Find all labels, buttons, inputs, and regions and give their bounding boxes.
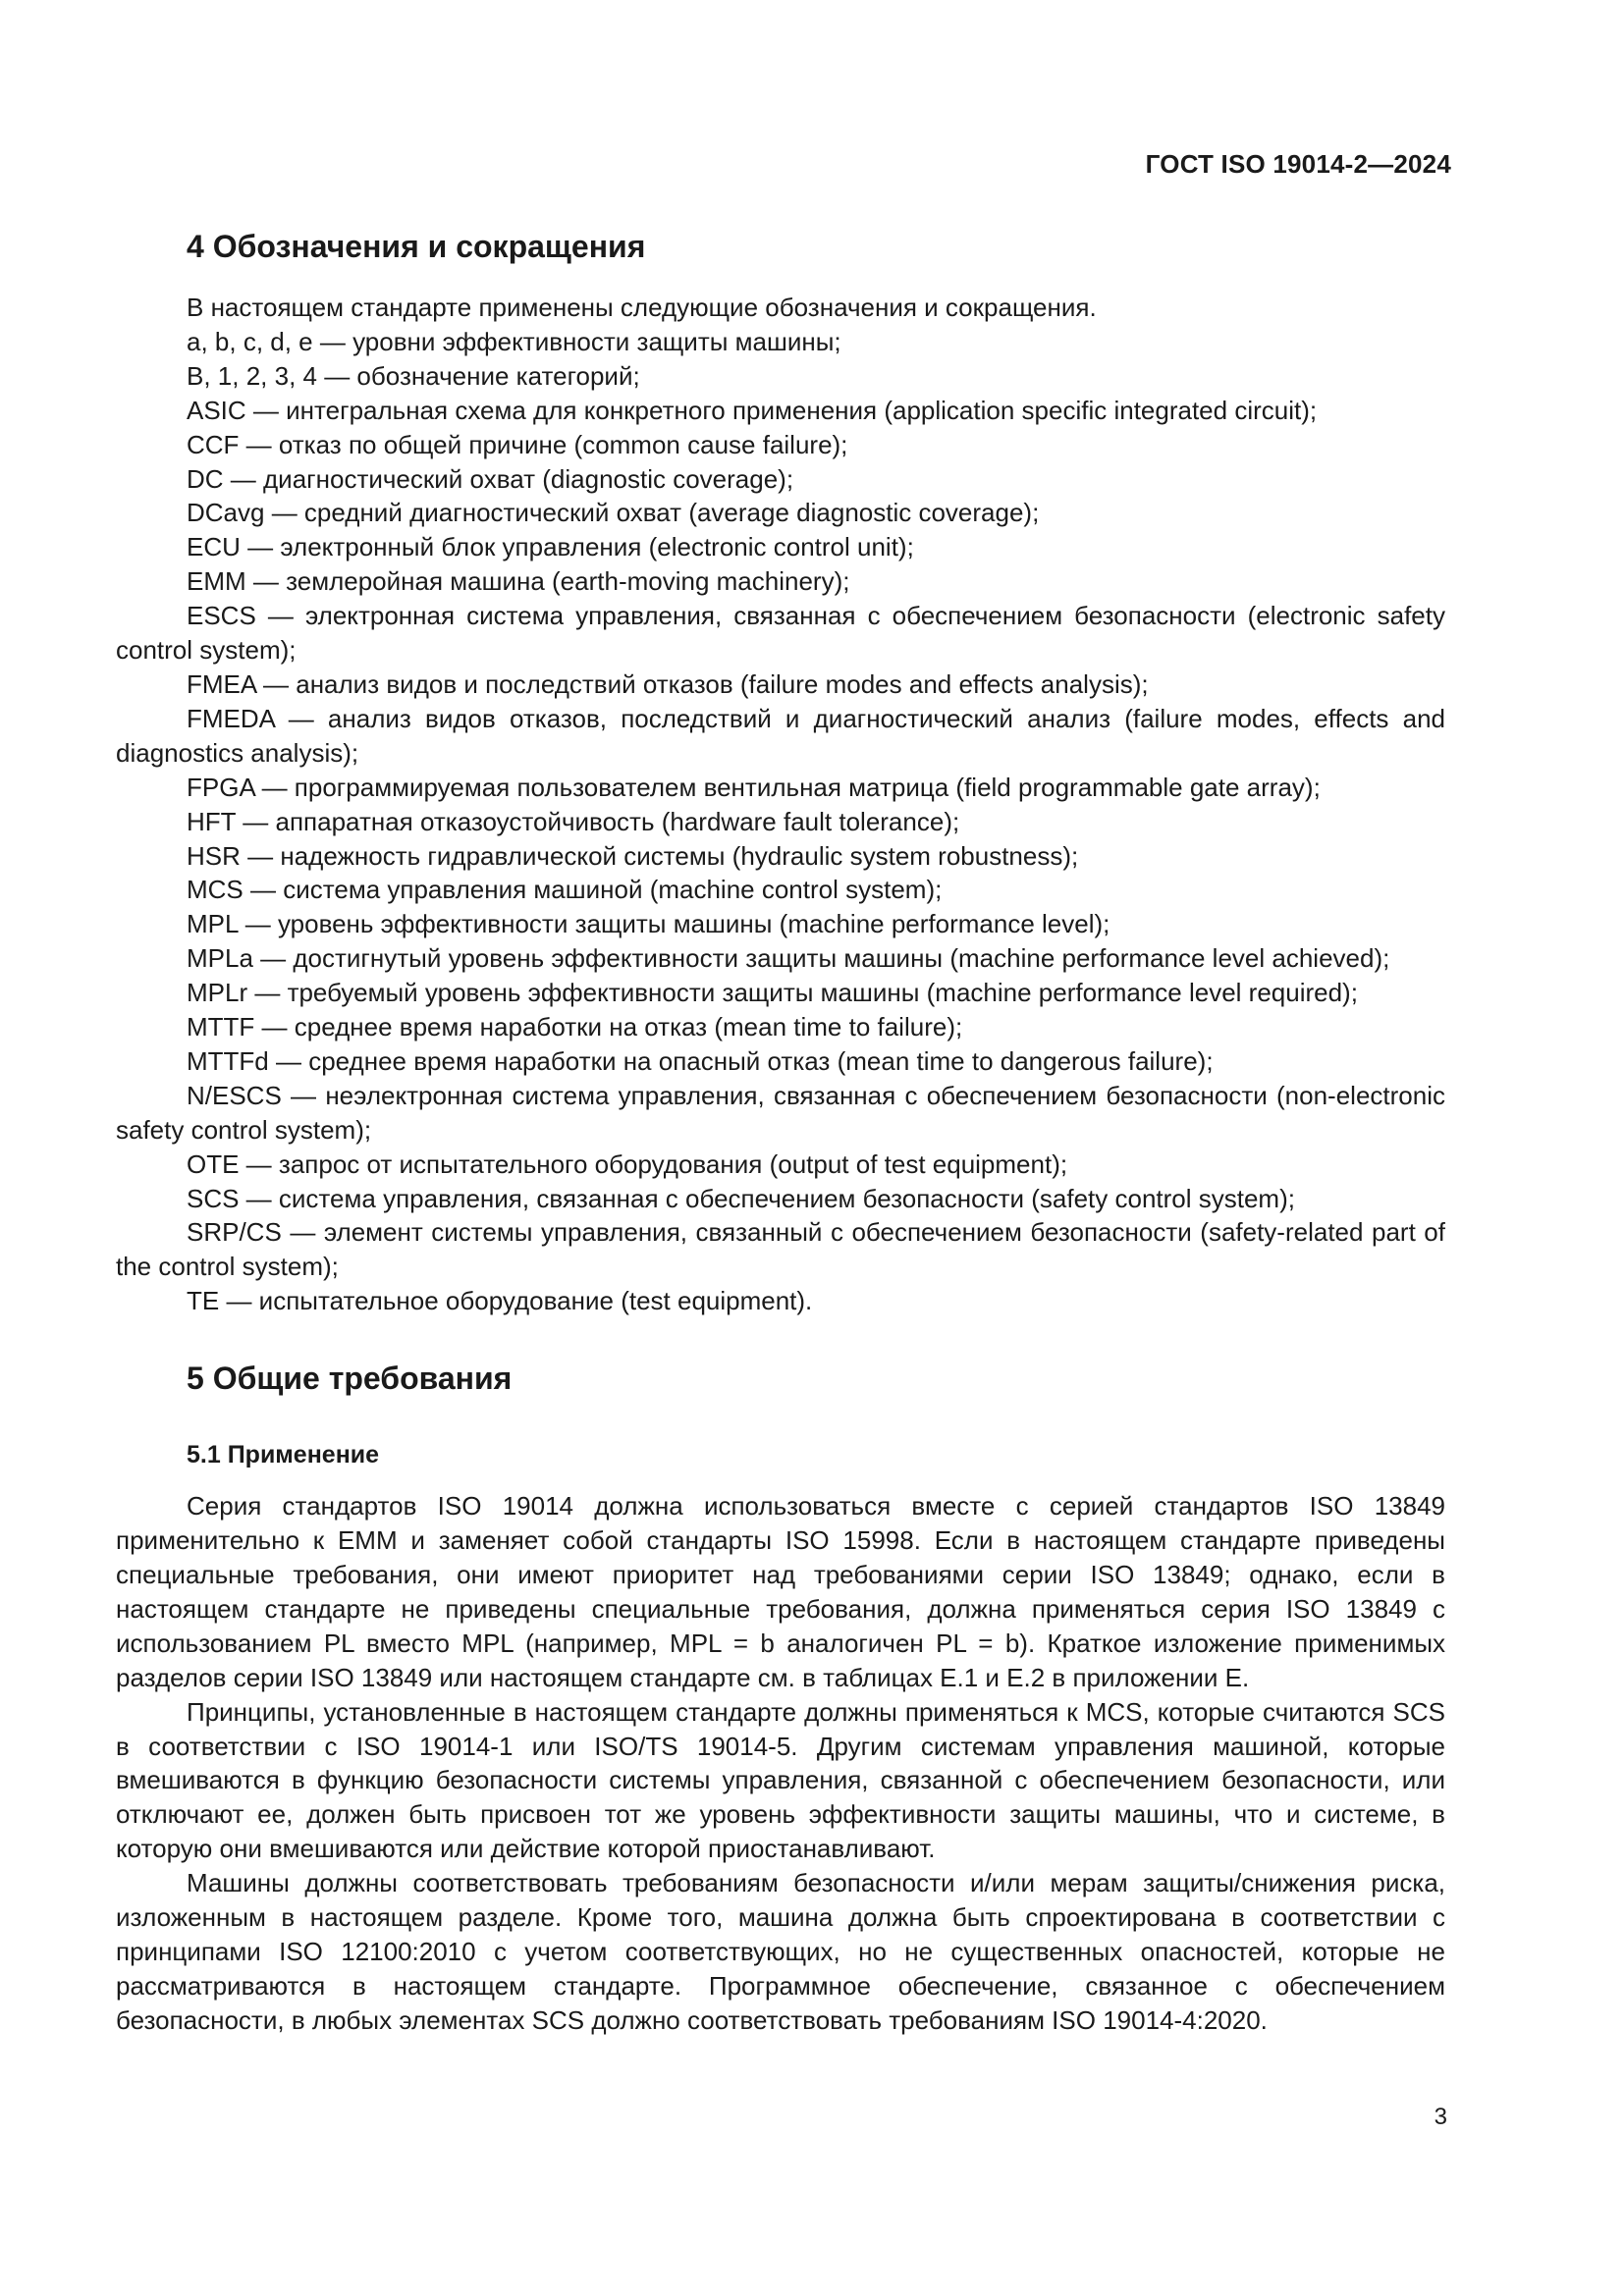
abbreviation-item: DCavg — средний диагностический охват (average diagnostic coverage); [187,498,1040,528]
abbreviation-item: EMM — землеройная машина (earth-moving machinery); [187,566,850,597]
page-number: 3 [1434,2104,1447,2130]
abbreviation-item: SRP/CS — элемент системы управления, связанный с обеспечением безопасности (safety-related part of the control system); [116,1217,1445,1282]
abbreviations-intro: В настоящем стандарте применены следующие обозначения и сокращения. [187,293,1097,322]
abbreviation-item: MPLr — требуемый уровень эффективности защиты машины (machine performance level required); [187,978,1358,1008]
body-paragraph: Машины должны соответствовать требованиям безопасности и/или мерам защиты/снижения риска, изложенным в настоящем разделе. Кроме того, машина должна быть спроектирована в соответствии с принципами ISO 12100:2010 с учетом соответствующих, но не существенных опасностей, которые не рассматриваются в настоящем стандарте. Программное обеспечение, связанное с обеспечением безопасности, в любых элементах SCS должно соответствовать требованиям ISO 19014-4:2020. [116,1868,1445,2035]
document-number-header: ГОСТ ISO 19014-2—2024 [1145,149,1451,179]
abbreviation-item: MPLa — достигнутый уровень эффективности защиты машины (machine performance level achieved); [187,943,1390,974]
abbreviation-item: HFT — аппаратная отказоустойчивость (hardware fault tolerance); [187,806,960,836]
abbreviation-item: B, 1, 2, 3, 4 — обозначение категорий; [187,360,640,391]
section-4-title: 4 Обозначения и сокращения [187,229,646,264]
abbreviation-item: MCS — система управления машиной (machine control system); [187,875,943,905]
abbreviation-item: FMEA — анализ видов и последствий отказов (failure modes and effects analysis); [187,668,1149,699]
abbreviation-item: ESCS — электронная система управления, связанная с обеспечением безопасности (electronic safety control system); [116,601,1445,666]
abbreviation-item: ECU — электронный блок управления (electronic control unit); [187,532,914,562]
abbreviation-item: DC — диагностический охват (diagnostic coverage); [187,463,794,494]
subsection-5-1-title: 5.1 Применение [187,1441,380,1469]
body-paragraph: Принципы, установленные в настоящем стандарте должны применяться к MCS, которые считаются SCS в соответствии с ISO 19014-1 или ISO/TS 19014-5. Другим системам управления машиной, которые вмешиваются в функцию безопасности системы управления, связанной с обеспечением безопасности, или отключают ее, должен быть присвоен тот же уровень эффективности защиты машины, что и системе, в которую они вмешиваются или действие которой приостанавливают. [116,1696,1445,1864]
abbreviation-item: OTE — запрос от испытательного оборудования (output of test equipment); [187,1148,1068,1179]
abbreviation-item: MPL — уровень эффективности защиты машины (machine performance level); [187,909,1110,939]
body-paragraph: Серия стандартов ISO 19014 должна использоваться вместе с серией стандартов ISO 13849 применительно к EMM и заменяет собой стандарты ISO 15998. Если в настоящем стандарте приведены специальные требования, они имеют приоритет над требованиями серии ISO 13849; однако, если в настоящем стандарте не приведены специальные требования, должна применяться серия ISO 13849 с использованием PL вместо MPL (например, MPL = b аналогичен PL = b). Краткое изложение применимых разделов серии ISO 13849 или настоящем стандарте см. в таблицах E.1 и E.2 в приложении E. [116,1491,1445,1692]
abbreviation-item: HSR — надежность гидравлической системы (hydraulic system robustness); [187,840,1079,871]
abbreviation-item: FMEDA — анализ видов отказов, последствий и диагностический анализ (failure modes, effects and diagnostics analysis); [116,703,1445,768]
abbreviation-item: a, b, c, d, e — уровни эффективности защиты машины; [187,326,841,356]
abbreviation-item: MTTFd — среднее время наработки на опасный отказ (mean time to dangerous failure); [187,1045,1214,1076]
abbreviation-item: N/ESCS — неэлектронная система управления, связанная с обеспечением безопасности (non-electronic safety control system); [116,1080,1445,1145]
abbreviation-item: ASIC — интегральная схема для конкретного применения (application specific integrated circuit); [187,395,1318,425]
abbreviation-item: MTTF — среднее время наработки на отказ (mean time to failure); [187,1012,963,1042]
abbreviation-item: SCS — система управления, связанная с обеспечением безопасности (safety control system); [187,1183,1295,1213]
abbreviation-item: FPGA — программируемая пользователем вентильная матрица (field programmable gate array); [187,772,1321,802]
abbreviation-item: CCF — отказ по общей причине (common cause failure); [187,429,848,459]
section-5-title: 5 Общие требования [187,1361,513,1397]
abbreviation-item: TE — испытательное оборудование (test equipment). [187,1286,813,1316]
page-content [116,222,1445,2038]
abbreviations-list [116,291,1445,1318]
